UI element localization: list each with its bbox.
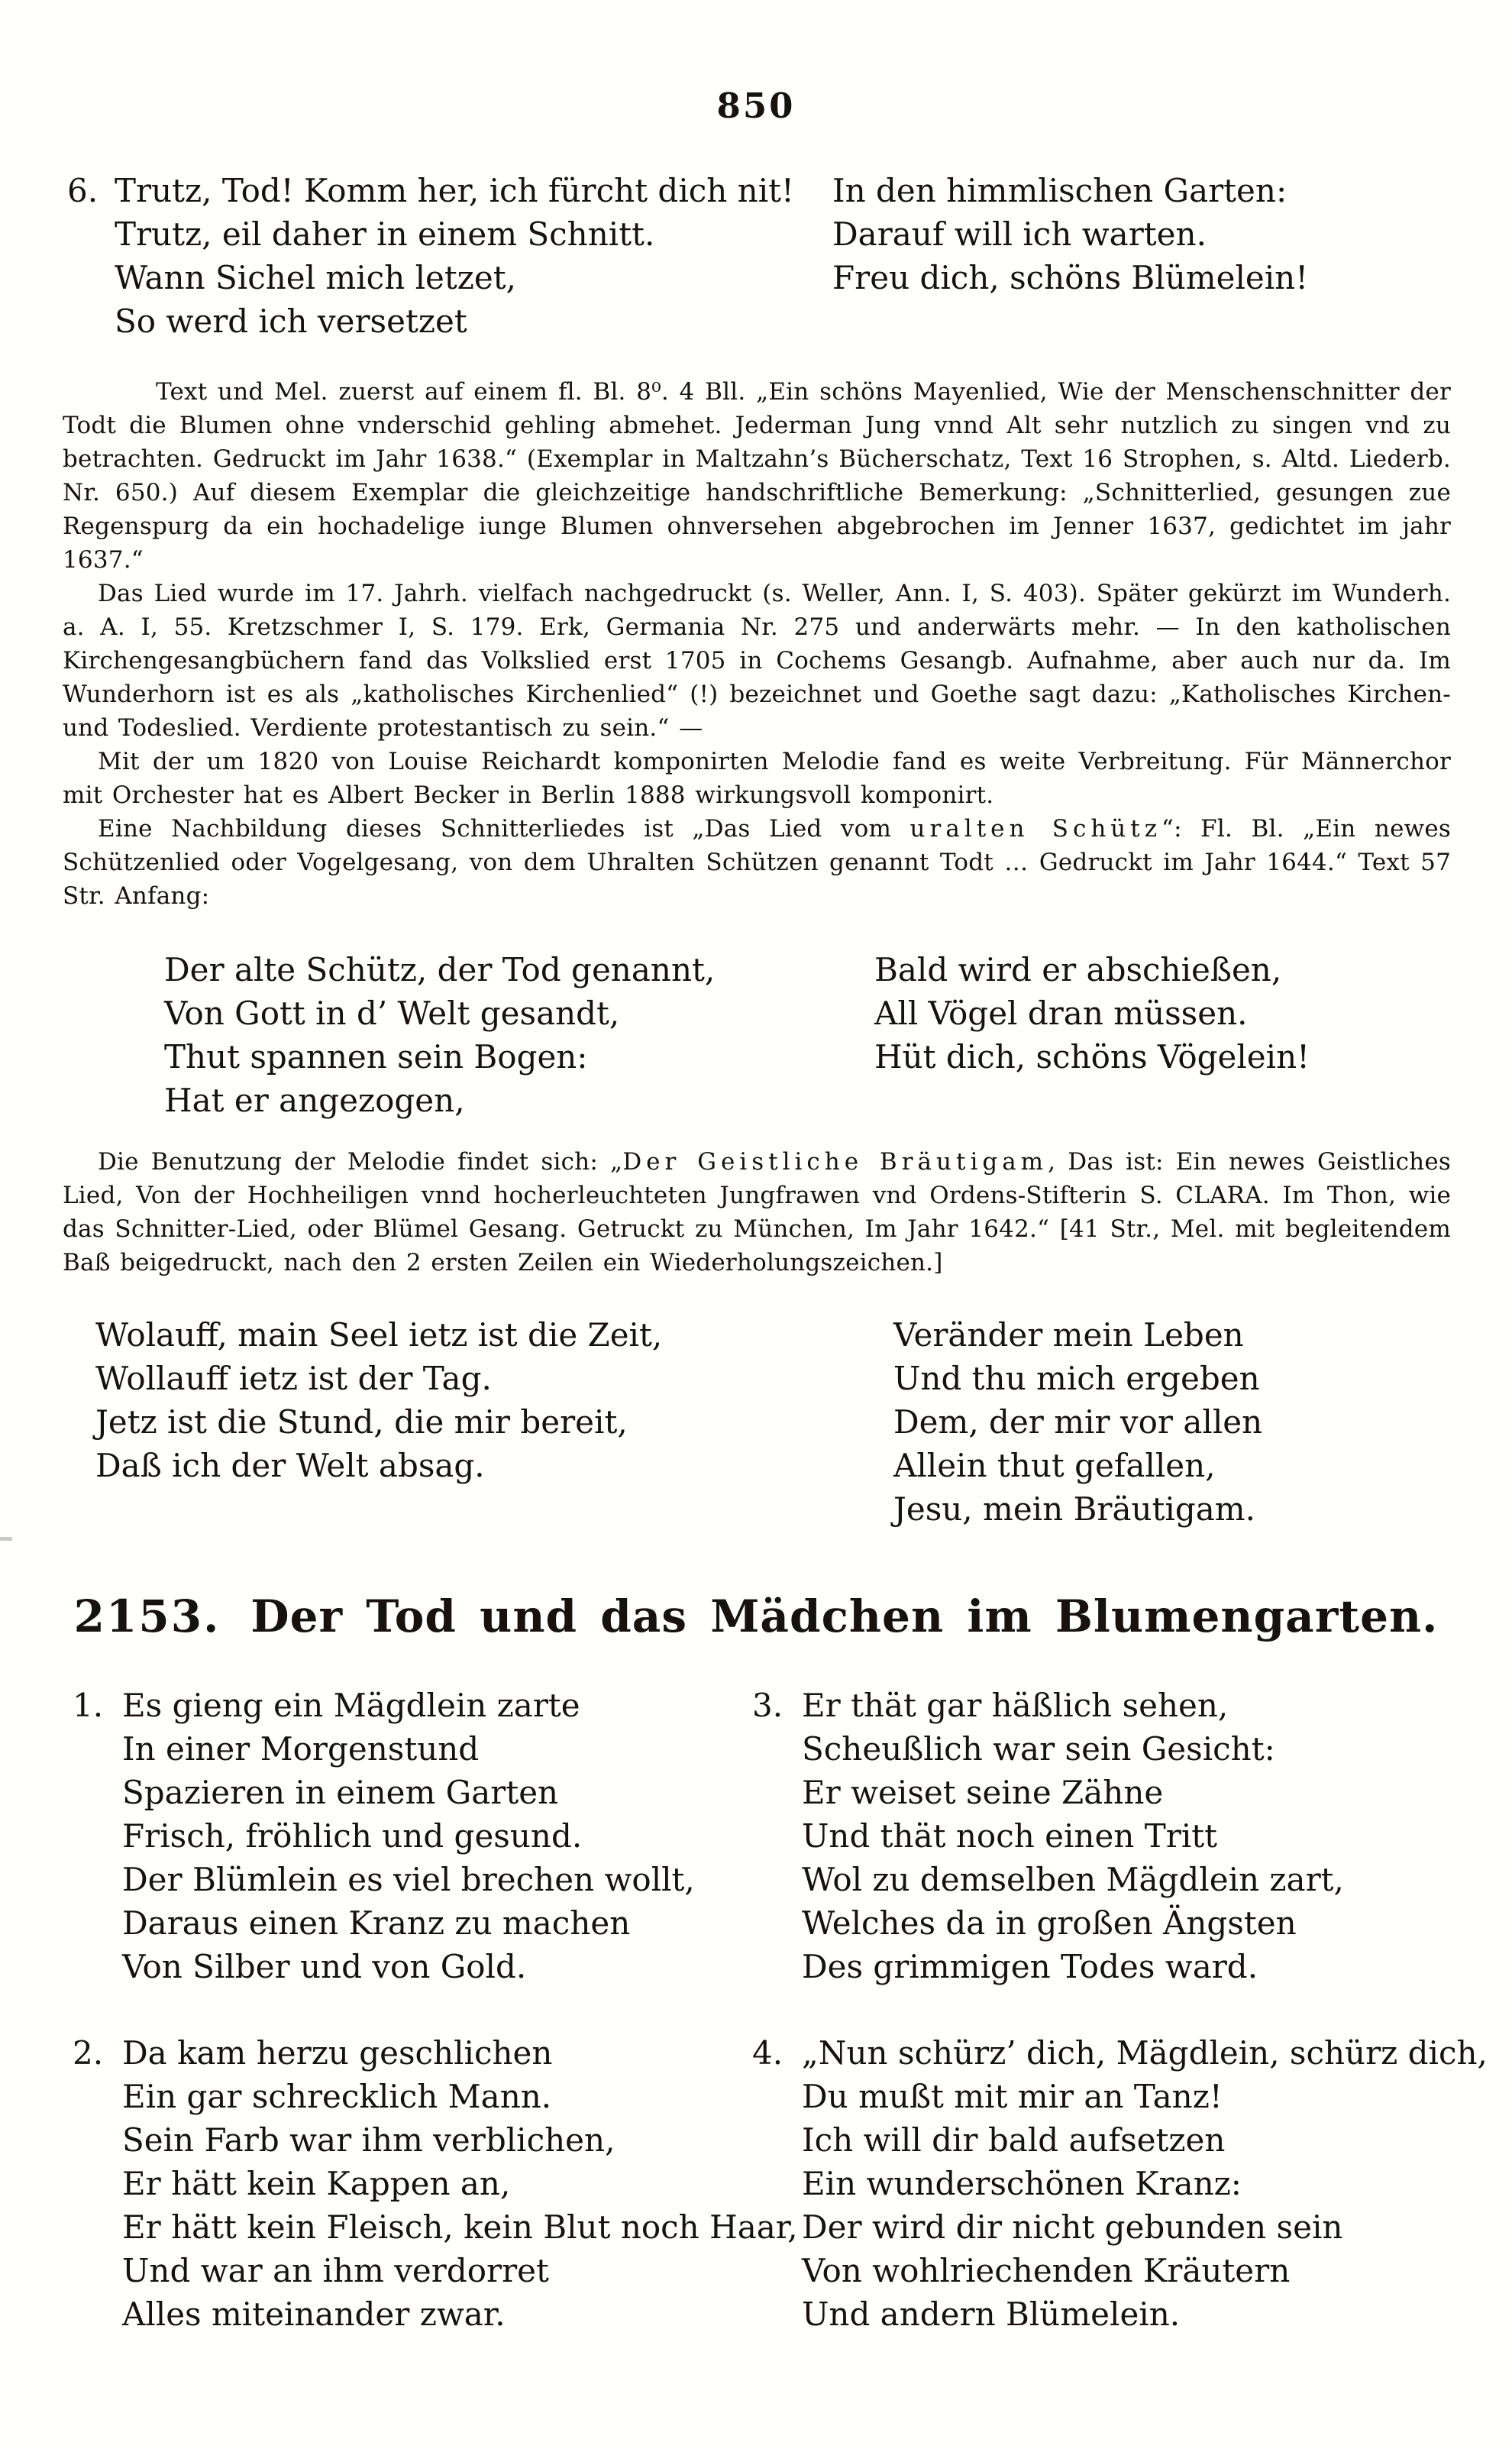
verse-line: Der Blümlein es viel brechen wollt, [122, 1861, 695, 1898]
scan-artifact [0, 1537, 12, 1541]
verse-line: Welches da in großen Ängsten [802, 1904, 1297, 1942]
verse-line: All Vögel dran müssen. [874, 995, 1248, 1032]
verse-line [752, 2031, 1488, 2075]
verse-line [752, 1684, 1488, 1727]
schuetz-left-column [164, 948, 874, 1122]
verse-line [73, 1684, 752, 1727]
song-verse-4 [752, 2031, 1488, 2336]
verse-line: Wann Sichel mich letzet, [115, 259, 516, 296]
verse-line: Thut spannen sein Bogen: [164, 1038, 588, 1076]
verse-line: Von Silber und von Gold. [122, 1948, 527, 1985]
verse-line-text: „Nun schürz’ dich, Mägdlein, schürz dich, [802, 2034, 1488, 2072]
song-right-column [752, 1684, 1488, 2336]
verse-number: 1. [73, 1687, 104, 1724]
verse-line: Hat er angezogen, [164, 1082, 465, 1119]
verse-line: Frisch, fröhlich und gesund. [122, 1817, 583, 1855]
note-paragraph-sources: Text und Mel. zuerst auf einem fl. Bl. 8⁰. 4 Bll. „Ein schöns Mayenlied, Wie der Menschenschnitter der Todt die Blumen ohne vnderschid gehling abmehet. Jederman Jung vnnd Alt sehr nutzlich zu singen vnd zu betrachten. Gedruckt im Jahr 1638.“ (Exemplar in Maltzahn’s Bücherschatz, Text 16 Strophen, s. Altd. Liederb. Nr. 650.) Auf diesem Exemplar die gleichzeitige handschriftliche Bemerkung: „Schnitterlied, gesungen zue Regenspurg da ein hochadelige iunge Blumen ohnversehen abgebrochen im Jenner 1637, gedichtet im jahr 1637.“ [63, 378, 1451, 574]
wolauff-left-column [95, 1313, 893, 1487]
annotation-block-2 [63, 1145, 1451, 1279]
verse-line: Der wird dir nicht gebunden sein [802, 2208, 1343, 2246]
verse-number: 2. [73, 2034, 104, 2072]
verse-line-text: Es gieng ein Mägdlein zarte [122, 1687, 580, 1724]
verse-line: Bald wird er abschießen, [874, 951, 1282, 988]
note-paragraph-reprints: Das Lied wurde im 17. Jahrh. vielfach nachgedruckt (s. Weller, Ann. I, S. 403). Später gekürzt im Wunderh. a. A. I, 55. Kretzschmer I, S. 179. Erk, Germania Nr. 275 und anderwärts mehr. — In den katholischen Kirchengesangbüchern fand das Volkslied erst 1705 in Cochems Gesangb. Aufnahme, aber auch nur da. Im Wunderhorn ist es als „katholisches Kirchenlied“ (!) bezeichnet und Goethe sagt dazu: „Katholisches Kirchen- und Todeslied. Verdiente protestantisch zu sein.“ — [63, 580, 1451, 742]
verse-line: In den himmlischen Garten: [832, 172, 1287, 209]
note-text: , Das ist: Ein newes Geistliches Lied, Von der Hochheiligen vnnd hocherleuchteten Jungfrawen vnd Ordens-Stifterin S. [63, 1148, 1451, 1209]
verse-line: Freu dich, schöns Blümelein! [832, 259, 1309, 296]
song-title: Der Tod und das Mädchen im Blumengarten. [250, 1590, 1439, 1642]
note-text: Eine Nachbildung dieses Schnitterliedes ist „Das Lied vom [98, 815, 910, 843]
verse-line: Von wohlriechenden Kräutern [802, 2252, 1291, 2289]
song-verse-3 [752, 1684, 1488, 1988]
verse-line: Von Gott in d’ Welt gesandt, [164, 995, 620, 1032]
note-text-spaced: uralten Schütz [909, 815, 1162, 843]
verse-line: Alles miteinander zwar. [122, 2295, 506, 2333]
verse-line: Jetz ist die Stund, die mir bereit, [95, 1403, 628, 1441]
note-paragraph-imitation [63, 812, 1451, 913]
verse-line-text: Er thät gar häßlich sehen, [802, 1687, 1229, 1724]
verse-line: Dem, der mir vor allen [893, 1403, 1263, 1441]
verse-line: Allein thut gefallen, [893, 1447, 1216, 1484]
verse-line: Des grimmigen Todes ward. [802, 1948, 1258, 1985]
verse-line: Spazieren in einem Garten [122, 1774, 559, 1811]
song-verse-2 [73, 2031, 798, 2336]
stanza-number: 6. [67, 172, 99, 209]
stanza-6-left-column [67, 169, 832, 343]
verse-line-text: Da kam herzu geschlichen [122, 2034, 553, 2072]
verse-line: Hüt dich, schöns Vögelein! [874, 1038, 1310, 1076]
verse-line: Darauf will ich warten. [832, 215, 1207, 253]
note-paragraph-melody-use [63, 1145, 1451, 1279]
verse-line [67, 169, 832, 212]
verse-line: Und war an ihm verdorret [122, 2252, 549, 2289]
stanza-6-row [0, 169, 1512, 343]
song-number: 2153. [73, 1590, 221, 1642]
stanza-6-right-column [832, 169, 1308, 299]
verse-line: Veränder mein Leben [893, 1316, 1244, 1354]
note-text-caps: CLARA [1175, 1182, 1262, 1209]
note-text-spaced: Der Geistliche Bräutigam [622, 1148, 1048, 1176]
verse-number: 4. [752, 2034, 783, 2072]
verse-line: Er hätt kein Fleisch, kein Blut noch Haar, [122, 2208, 798, 2246]
verse-line: Daraus einen Kranz zu machen [122, 1904, 631, 1942]
verse-line: Und thät noch einen Tritt [802, 1817, 1218, 1855]
wolauff-right-column [893, 1313, 1262, 1531]
verse-line: Sein Farb war ihm verblichen, [122, 2121, 615, 2159]
schuetz-verse-row [0, 948, 1512, 1122]
verse-line: Wolauff, main Seel ietz ist die Zeit, [95, 1316, 663, 1354]
verse-line: Ein wunderschönen Kranz: [802, 2165, 1242, 2202]
verse-line: Er hätt kein Kappen an, [122, 2165, 511, 2202]
song-heading [0, 1590, 1512, 1642]
wolauff-verse-row [0, 1313, 1512, 1531]
verse-line: Jesu, mein Bräutigam. [893, 1490, 1255, 1528]
verse-line: Daß ich der Welt absag. [95, 1447, 485, 1484]
song-left-column [73, 1684, 798, 2336]
verse-line: Scheußlich war sein Gesicht: [802, 1730, 1275, 1768]
verse-number: 3. [752, 1687, 783, 1724]
verse-line: Du mußt mit mir an Tanz! [802, 2078, 1223, 2115]
song-verses-row [0, 1684, 1512, 2336]
schuetz-right-column [874, 948, 1310, 1079]
note-text: . Im Thon, wie das Schnitter-Lied, oder Blümel Gesang. Getruckt zu München, Im Jahr 1642.“ [41 Str., Mel. mit begleitendem Baß beigedruckt, nach den 2 ersten Zeilen ein Wiederholungszeichen.] [63, 1182, 1451, 1276]
verse-line: Ich will dir bald aufsetzen [802, 2121, 1226, 2159]
verse-line: Er weiset seine Zähne [802, 1774, 1164, 1811]
verse-line: Und thu mich ergeben [893, 1360, 1260, 1397]
verse-line: Ein gar schrecklich Mann. [122, 2078, 552, 2115]
note-text: Die Benutzung der Melodie findet sich: „ [98, 1148, 623, 1176]
verse-line: Wollauff ietz ist der Tag. [95, 1360, 492, 1397]
verse-line: Und andern Blümelein. [802, 2295, 1181, 2333]
note-text: “: Fl. Bl. „Ein newes Schützenlied oder Vogelgesang, von dem Uhralten Schützen genannt Todt … Gedruckt im Jahr 1644.“ Text 57 Str. Anfang: [63, 815, 1452, 910]
verse-line: Wol zu demselben Mägdlein zart, [802, 1861, 1344, 1898]
verse-line-text: Trutz, Tod! Komm her, ich fürcht dich nit! [115, 172, 794, 209]
verse-line: In einer Morgenstund [122, 1730, 480, 1768]
verse-line: So werd ich versetzet [115, 302, 467, 340]
song-verse-1 [73, 1684, 752, 1988]
annotation-block-1 [63, 375, 1451, 913]
note-paragraph-melody: Mit der um 1820 von Louise Reichardt komponirten Melodie fand es weite Verbreitung. Für Männerchor mit Orchester hat es Albert Becker in Berlin 1888 wirkungsvoll komponirt. [63, 748, 1451, 809]
verse-line: Der alte Schütz, der Tod genannt, [164, 951, 716, 988]
verse-line: Trutz, eil daher in einem Schnitt. [115, 215, 655, 253]
page-number: 850 [716, 86, 796, 126]
verse-line [73, 2031, 752, 2075]
